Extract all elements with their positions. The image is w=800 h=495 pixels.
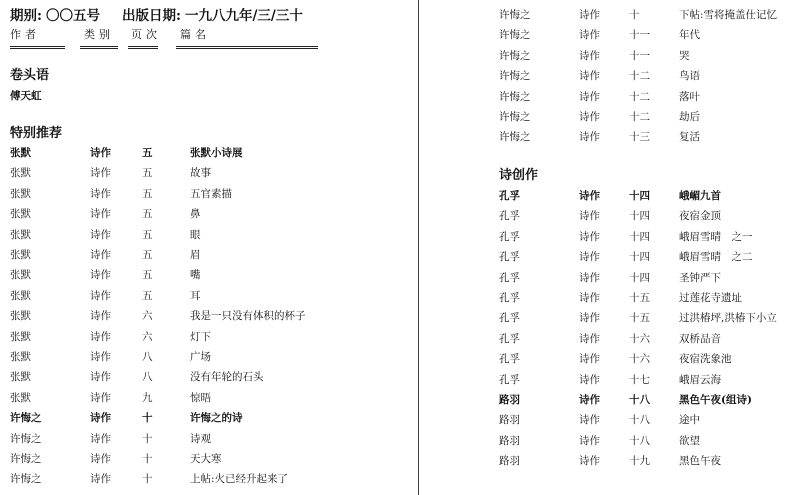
toc-category: 诗作 <box>90 391 111 404</box>
toc-title: 年代 <box>679 29 700 42</box>
toc-author: 许悔之 <box>10 453 42 465</box>
toc-page: 十六 <box>629 332 650 345</box>
toc-category: 诗作 <box>579 70 600 83</box>
toc-row <box>419 392 800 412</box>
toc-page: 六 <box>142 330 153 343</box>
toc-category: 诗作 <box>579 49 600 62</box>
toc-author: 许悔之 <box>10 432 42 445</box>
toc-author: 许悔之 <box>499 29 531 42</box>
toc-author: 孔孚 <box>499 353 520 366</box>
toc-title: 欲望 <box>679 434 700 447</box>
underline-author <box>10 46 65 49</box>
underline-title <box>176 46 318 49</box>
toc-page: 十六 <box>629 353 650 366</box>
toc-category: 诗作 <box>90 351 111 363</box>
toc-page: 十八 <box>629 394 650 406</box>
toc-author: 许悔之 <box>10 473 42 486</box>
toc-row <box>419 331 800 351</box>
toc-category: 诗作 <box>90 208 111 221</box>
toc-title: 峨眉雪晴 之一 <box>679 230 753 243</box>
toc-author: 张默 <box>10 351 31 363</box>
toc-row <box>0 410 418 430</box>
toc-title: 劫后 <box>679 111 700 123</box>
toc-page: 十四 <box>629 251 650 264</box>
toc-row <box>419 48 800 68</box>
toc-author: 路羽 <box>499 414 520 427</box>
toc-author: 许悔之 <box>10 412 42 425</box>
toc-page: 十七 <box>629 373 650 386</box>
toc-title: 鼻 <box>190 208 201 221</box>
toc-category: 诗作 <box>90 269 111 282</box>
toc-row <box>0 206 418 226</box>
toc-category: 诗作 <box>90 289 111 302</box>
toc-page: 十五 <box>629 292 650 304</box>
toc-category: 诗作 <box>579 230 600 243</box>
toc-page: 十八 <box>629 434 650 447</box>
col-category: 类别 <box>84 28 114 41</box>
toc-title: 张默小诗展 <box>190 147 243 159</box>
toc-page: 十一 <box>629 49 650 62</box>
toc-page: 八 <box>142 351 153 363</box>
toc-page: 十 <box>142 453 153 465</box>
toc-row <box>0 431 418 451</box>
toc-title: 峨眉云海 <box>679 373 721 386</box>
toc-title: 过莲花寺遗址 <box>679 292 742 304</box>
toc-category: 诗作 <box>90 453 111 465</box>
toc-row <box>0 329 418 349</box>
toc-row <box>419 89 800 109</box>
toc-page: 五 <box>142 208 153 221</box>
toc-title: 峨眉雪晴 之二 <box>679 251 753 264</box>
toc-page: 五 <box>142 167 153 180</box>
underline-category <box>80 46 118 49</box>
toc-author: 许悔之 <box>499 9 531 21</box>
toc-category: 诗作 <box>579 373 600 386</box>
toc-author: 张默 <box>10 391 31 404</box>
toc-row <box>0 145 418 165</box>
toc-category: 诗作 <box>579 90 600 103</box>
toc-category: 诗作 <box>90 249 111 261</box>
toc-category: 诗作 <box>579 353 600 366</box>
toc-title: 我是一只没有体积的杯子 <box>190 310 306 323</box>
toc-title: 复活 <box>679 131 700 144</box>
underline-page <box>128 46 158 49</box>
toc-author: 许悔之 <box>499 90 531 103</box>
col-author: 作者 <box>10 28 40 41</box>
toc-title: 没有年轮的石头 <box>190 371 264 384</box>
toc-category: 诗作 <box>90 330 111 343</box>
toc-author: 张默 <box>10 187 31 200</box>
toc-page: 十四 <box>629 210 650 223</box>
toc-page: 十 <box>142 473 153 486</box>
toc-title: 灯下 <box>190 330 211 343</box>
toc-row <box>0 186 418 206</box>
toc-page: 九 <box>142 391 153 404</box>
toc-row <box>419 453 800 473</box>
issue-value: 〇〇五号 <box>45 8 100 24</box>
toc-author: 孔孚 <box>499 332 520 345</box>
toc-row <box>0 267 418 287</box>
date-value: 一九八九年/三/三十 <box>184 8 303 24</box>
toc-title: 五官素描 <box>190 187 232 200</box>
toc-page: 十一 <box>629 29 650 42</box>
toc-title: 黑色午夜(组诗) <box>679 394 752 406</box>
toc-row <box>419 129 800 149</box>
toc-author: 张默 <box>10 167 31 180</box>
toc-page: 十三 <box>629 131 650 144</box>
toc-page: 五 <box>142 249 153 261</box>
toc-category: 诗作 <box>579 9 600 21</box>
toc-category: 诗作 <box>579 292 600 304</box>
toc-category: 诗作 <box>579 271 600 284</box>
toc-category: 诗作 <box>579 29 600 42</box>
toc-title: 哭 <box>679 49 690 62</box>
toc-page: 十二 <box>629 111 650 123</box>
toc-row <box>419 109 800 129</box>
col-title: 篇名 <box>180 28 210 41</box>
toc-row <box>419 372 800 392</box>
toc-author: 张默 <box>10 269 31 282</box>
toc-title: 广场 <box>190 351 211 363</box>
toc-row <box>419 270 800 290</box>
toc-category: 诗作 <box>90 432 111 445</box>
toc-category: 诗作 <box>579 394 600 406</box>
toc-row <box>0 308 418 328</box>
toc-category: 诗作 <box>90 473 111 486</box>
toc-author: 许悔之 <box>499 49 531 62</box>
toc-title: 惊晤 <box>190 391 211 404</box>
toc-title: 双桥品音 <box>679 332 721 345</box>
toc-page: 十八 <box>629 414 650 427</box>
toc-author: 路羽 <box>499 455 520 468</box>
column-headers <box>0 26 418 50</box>
toc-page: 十二 <box>629 90 650 103</box>
toc-page: 八 <box>142 371 153 384</box>
toc-title: 峨嵋九首 <box>679 190 721 202</box>
toc-category: 诗作 <box>579 190 600 202</box>
toc-row <box>419 412 800 432</box>
toc-author: 许悔之 <box>499 131 531 144</box>
toc-author: 孔孚 <box>499 230 520 243</box>
toc-category: 诗作 <box>579 131 600 144</box>
toc-category: 诗作 <box>90 187 111 200</box>
toc-category: 诗作 <box>90 412 111 425</box>
toc-author: 张默 <box>10 330 31 343</box>
toc-author: 张默 <box>10 147 31 159</box>
section-foreword: 卷头语 <box>10 68 50 83</box>
toc-author: 张默 <box>10 310 31 323</box>
toc-row <box>419 208 800 228</box>
toc-author: 张默 <box>10 228 31 241</box>
toc-page: 五 <box>142 187 153 200</box>
toc-row <box>419 7 800 27</box>
toc-title: 故事 <box>190 167 211 180</box>
toc-page: 十四 <box>629 230 650 243</box>
toc-page: 十二 <box>629 70 650 83</box>
date-label: 出版日期: <box>121 8 181 24</box>
issue-label: 期别: <box>10 8 42 24</box>
toc-row <box>0 165 418 185</box>
toc-category: 诗作 <box>579 434 600 447</box>
toc-row <box>0 471 418 491</box>
toc-row <box>419 229 800 249</box>
toc-title: 夜宿金顶 <box>679 210 721 223</box>
toc-row <box>419 351 800 371</box>
toc-title: 夜宿洗象池 <box>679 353 732 366</box>
toc-title: 眉 <box>190 249 201 261</box>
toc-page: 六 <box>142 310 153 323</box>
toc-page: 十四 <box>629 190 650 202</box>
toc-category: 诗作 <box>579 111 600 123</box>
toc-row <box>0 349 418 369</box>
toc-author: 张默 <box>10 371 31 384</box>
toc-category: 诗作 <box>90 371 111 384</box>
toc-page: 五 <box>142 228 153 241</box>
toc-title: 圣钟严下 <box>679 271 721 284</box>
toc-page: 五 <box>142 289 153 302</box>
toc-category: 诗作 <box>579 312 600 325</box>
foreword-author: 傅天虹 <box>10 90 42 102</box>
toc-title: 嘴 <box>190 269 201 282</box>
toc-title: 天大寒 <box>190 453 222 465</box>
toc-title: 诗观 <box>190 432 211 445</box>
toc-page: 十四 <box>629 271 650 284</box>
toc-row <box>0 247 418 267</box>
toc-title: 上帖:火已经升起来了 <box>190 473 289 486</box>
toc-title: 过洪椿坪,洪椿下小立 <box>679 312 777 325</box>
toc-title: 眼 <box>190 228 201 241</box>
toc-page: 五 <box>142 147 153 159</box>
toc-category: 诗作 <box>579 332 600 345</box>
toc-author: 孔孚 <box>499 271 520 284</box>
toc-author: 孔孚 <box>499 373 520 386</box>
toc-category: 诗作 <box>579 251 600 264</box>
toc-author: 孔孚 <box>499 292 520 304</box>
toc-page: 十 <box>629 9 640 21</box>
toc-title: 途中 <box>679 414 700 427</box>
toc-row <box>419 249 800 269</box>
section-featured: 特别推荐 <box>10 126 63 141</box>
toc-row <box>419 433 800 453</box>
toc-category: 诗作 <box>579 414 600 427</box>
toc-category: 诗作 <box>90 147 111 159</box>
toc-title: 鸟语 <box>679 70 700 83</box>
toc-category: 诗作 <box>90 310 111 323</box>
toc-title: 落叶 <box>679 90 700 103</box>
toc-row <box>0 288 418 308</box>
section-creation: 诗创作 <box>499 168 539 183</box>
toc-row <box>419 68 800 88</box>
toc-title: 黑色午夜 <box>679 455 721 468</box>
toc-author: 张默 <box>10 289 31 302</box>
toc-page: 十 <box>142 432 153 445</box>
toc-page: 十五 <box>629 312 650 325</box>
toc-row <box>419 27 800 47</box>
toc-author: 路羽 <box>499 434 520 447</box>
col-page: 页次 <box>131 28 161 41</box>
toc-category: 诗作 <box>579 210 600 223</box>
toc-author: 张默 <box>10 208 31 221</box>
toc-title: 许悔之的诗 <box>190 412 243 425</box>
toc-author: 孔孚 <box>499 312 520 325</box>
toc-author: 路羽 <box>499 394 520 406</box>
toc-author: 孔孚 <box>499 210 520 223</box>
toc-row <box>419 290 800 310</box>
toc-row <box>0 227 418 247</box>
toc-author: 张默 <box>10 249 31 261</box>
toc-row <box>419 188 800 208</box>
toc-title: 耳 <box>190 289 201 302</box>
toc-author: 孔孚 <box>499 190 520 202</box>
toc-page: 十九 <box>629 455 650 468</box>
toc-row <box>419 310 800 330</box>
toc-category: 诗作 <box>90 167 111 180</box>
toc-author: 孔孚 <box>499 251 520 264</box>
toc-row <box>0 390 418 410</box>
toc-author: 许悔之 <box>499 111 531 123</box>
toc-row <box>0 369 418 389</box>
issue-header <box>10 4 307 24</box>
toc-page: 十 <box>142 412 153 425</box>
toc-category: 诗作 <box>90 228 111 241</box>
toc-title: 下帖:雪将掩盖仕记忆 <box>679 9 778 21</box>
toc-row <box>0 451 418 471</box>
toc-page: 五 <box>142 269 153 282</box>
toc-author: 许悔之 <box>499 70 531 83</box>
toc-category: 诗作 <box>579 455 600 468</box>
